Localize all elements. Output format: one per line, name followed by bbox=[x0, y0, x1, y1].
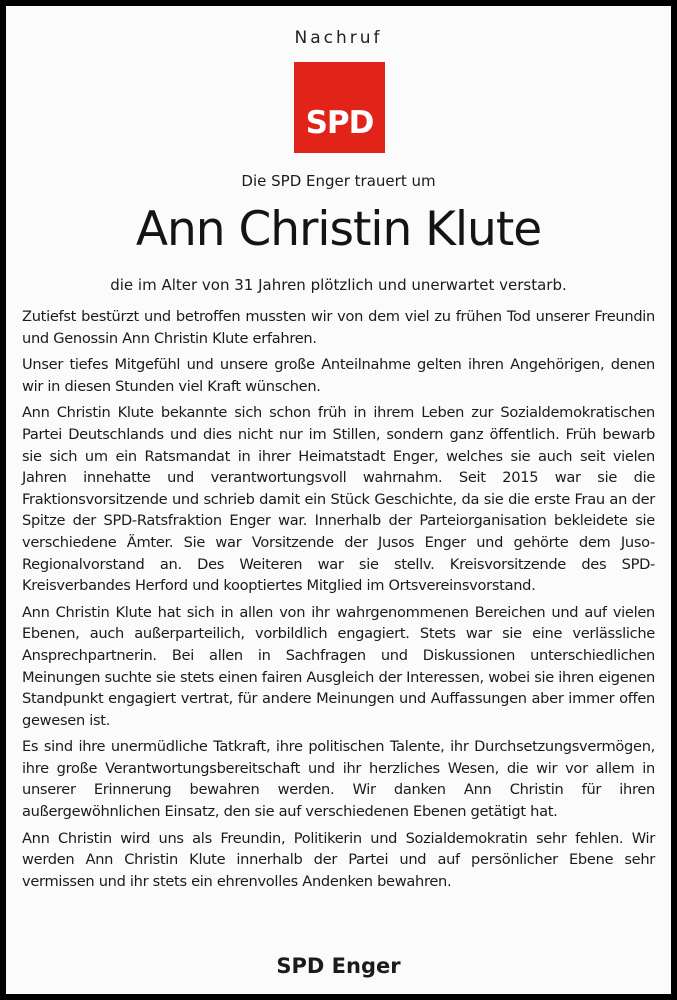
header-nachruf: Nachruf bbox=[294, 28, 383, 48]
signature: SPD Enger bbox=[276, 954, 401, 978]
paragraph: Unser tiefes Mitgefühl und unsere große Anteilnahme gelten ihren Angehörigen, denen wir in diesen Stunden viel Kraft wünschen. bbox=[22, 356, 655, 395]
obituary-body bbox=[22, 306, 655, 897]
spd-logo-text: SPD bbox=[305, 105, 374, 141]
intro-line: Die SPD Enger trauert um bbox=[241, 172, 436, 190]
paragraph: Es sind ihre unermüdliche Tatkraft, ihre politischen Talente, ihr Durchsetzungsvermögen, ihre große Verantwortungsbereitschaft und ihr herzliches Wesen, die wir vor allem in unserer Erinnerung bewahren werden. Wir danken Ann Christin für ihren außergewöhnlichen Einsatz, den sie auf verschiedenen Ebenen getätigt hat. bbox=[22, 738, 655, 821]
spd-logo bbox=[294, 62, 385, 153]
deceased-name: Ann Christin Klute bbox=[135, 202, 542, 257]
obituary-card bbox=[6, 6, 671, 994]
paragraph: Zutiefst bestürzt und betroffen mussten wir von dem viel zu frühen Tod unserer Freundin und Genossin Ann Christin Klute erfahren. bbox=[22, 308, 655, 347]
paragraph: Ann Christin Klute hat sich in allen von ihr wahrgenommenen Bereichen und auf vielen Ebenen, auch außerparteilich, vorbildlich engagiert. Stets war sie eine verlässliche Ansprechpartnerin. Bei allen in Sachfragen und Diskussionen unterschiedlichen Meinungen suchte sie stets einen fairen Ausgleich der Interessen, wobei sie ihren eigenen Standpunkt engagiert vertrat, für andere Meinungen und Auffassungen aber immer offen gewesen ist. bbox=[22, 603, 655, 729]
age-line: die im Alter von 31 Jahren plötzlich und unerwartet verstarb. bbox=[110, 276, 567, 294]
paragraph: Ann Christin wird uns als Freundin, Politikerin und Sozialdemokratin sehr fehlen. Wir werden Ann Christin Klute innerhalb der Partei und auf persönlicher Ebene sehr vermissen und ihr stets ein ehrenvolles Andenken bewahren. bbox=[22, 829, 655, 890]
paragraph: Ann Christin Klute bekannte sich schon früh in ihrem Leben zur Sozialdemokratischen Partei Deutschlands und dies nicht nur im Stillen, sondern ganz öffentlich. Früh bewarb sie sich um ein Ratsmandat in ihrer Heimatstadt Enger, welches sie auch seit vielen Jahren innehatte und verantwortungsvoll wahrnahm. Seit 2015 war sie die Fraktionsvorsitzende und schrieb damit ein Stück Geschichte, da sie die erste Frau an der Spitze der SPD-Ratsfraktion Enger war. Innerhalb der Parteiorganisation bekleidete sie verschiedene Ämter. Sie war Vorsitzende der Jusos Enger und gehörte dem Juso-Regionalvorstand an. Des Weiteren war sie stellv. Kreisvorsitzende des SPD-Kreisverbandes Herford und kooptiertes Mitglied im Ortsvereinsvorstand. bbox=[22, 404, 655, 595]
